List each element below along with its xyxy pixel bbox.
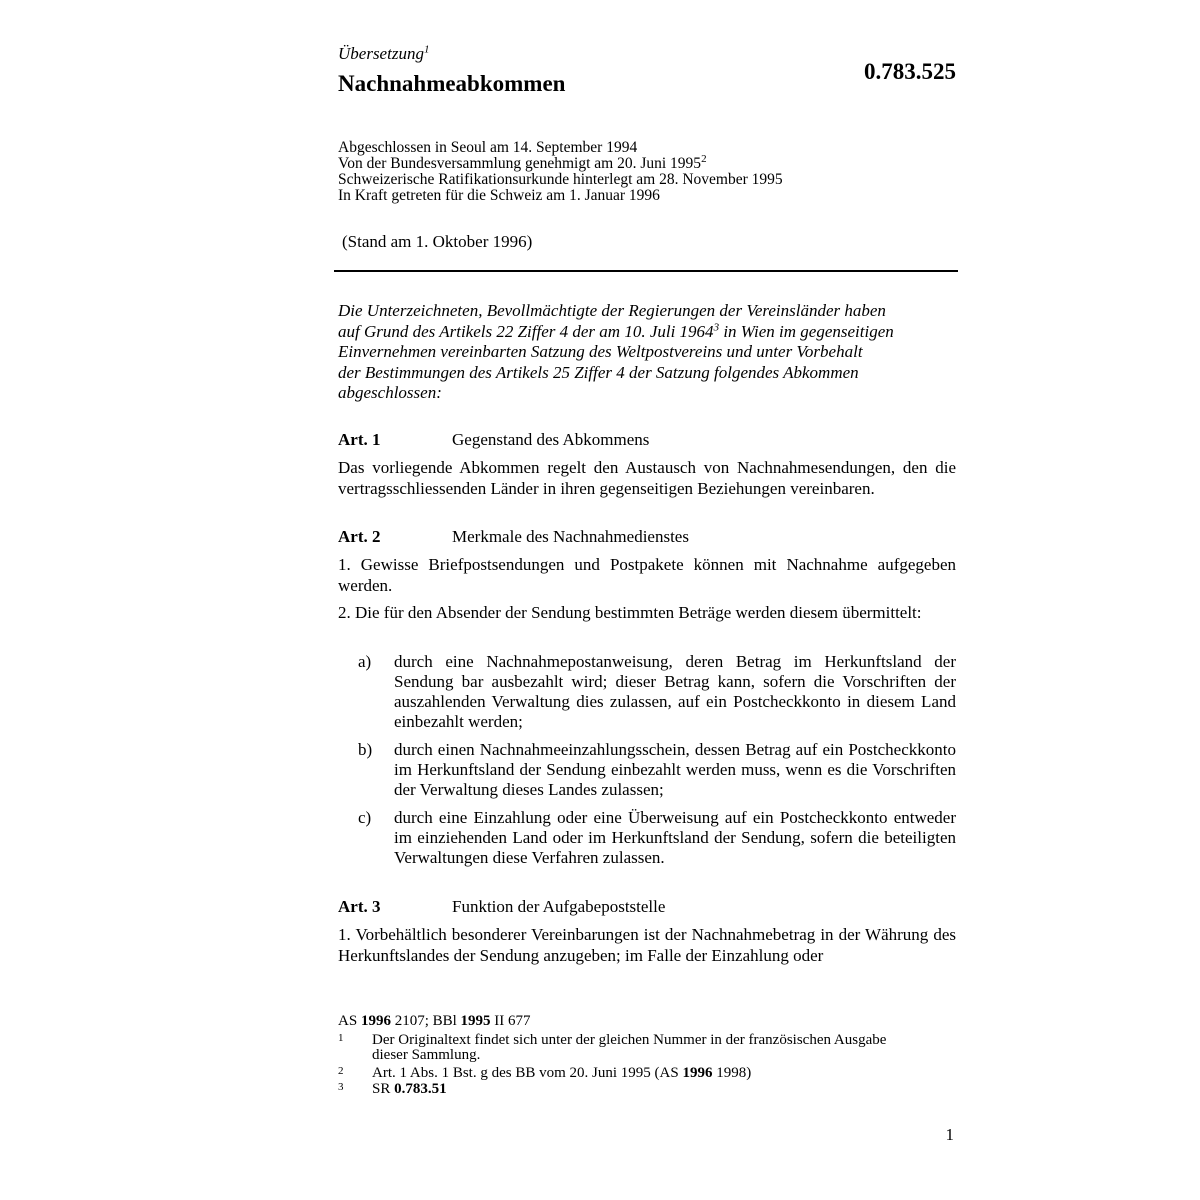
footnote-text-part: SR <box>372 1081 395 1097</box>
list-label: c) <box>358 808 372 827</box>
translation-label-text: Übersetzung <box>338 44 424 63</box>
preamble-text: in Wien im gegenseitigen <box>719 321 894 341</box>
footnote-marker: 1 <box>338 1032 344 1044</box>
article-1-heading <box>338 430 649 450</box>
article-3-paragraph-1: 1. Vorbehältlich besonderer Vereinbarungen ist der Nachnahmebetrag in der Währung des Herkunftslandes der Sendung anzugeben; im Falle der Einzahlung oder <box>338 925 956 965</box>
reference-text: 2107; BBl <box>390 1013 461 1029</box>
reference-year: 1995 <box>460 1013 491 1029</box>
article-title: Funktion der Aufgabepoststelle <box>452 897 666 916</box>
preamble-line: abgeschlossen: <box>338 383 442 402</box>
footnote-ref-1[interactable]: 1 <box>423 43 430 56</box>
footnote-text: Der Originaltext findet sich unter der gleichen Nummer in der französischen Ausgabe <box>372 1032 887 1048</box>
list-item-c <box>358 808 956 868</box>
footnote-text <box>372 1066 972 1082</box>
footnote-2 <box>338 1066 958 1082</box>
official-collection-reference <box>338 1013 531 1030</box>
in-force-line: In Kraft getreten für die Schweiz am 1. Januar 1996 <box>338 187 660 204</box>
list-label: a) <box>358 652 372 671</box>
approved-text: Von der Bundesversammlung genehmigt am 20. Juni 1995 <box>338 155 702 172</box>
article-number: Art. 1 <box>338 430 381 449</box>
footnote-marker: 2 <box>338 1065 344 1077</box>
footnote-ref-2[interactable]: 2 <box>701 152 707 165</box>
document-title: Nachnahmeabkommen <box>338 71 566 96</box>
list-item-b <box>358 740 956 800</box>
preamble-line: der Bestimmungen des Artikels 25 Ziffer 4 der Satzung folgendes Abkommen <box>338 362 859 382</box>
sr-number: 0.783.525 <box>864 59 956 84</box>
translation-label <box>338 44 429 64</box>
reference-text: AS <box>338 1013 361 1029</box>
footnote-text: dieser Sammlung. <box>372 1047 481 1063</box>
article-2-paragraph-2: 2. Die für den Absender der Sendung bestimmten Beträge werden diesem übermittelt: <box>338 603 922 622</box>
article-number: Art. 3 <box>338 897 381 916</box>
preamble-line: Einvernehmen vereinbarten Satzung des Weltpostvereins und unter Vorbehalt <box>338 342 863 361</box>
footnote-marker: 3 <box>338 1081 344 1093</box>
preamble-text: auf Grund des Artikels 22 Ziffer 4 der am 10. Juli 1964 <box>338 321 714 341</box>
preamble-line <box>338 322 958 343</box>
list-text: durch eine Nachnahmepostanweisung, deren Betrag im Herkunftsland der Sendung bar ausbezahlt wird; dieser Betrag kann, sofern die Vorschriften der auszahlenden Verwaltung dies zulassen, auf ein Postcheckkonto in diesem Land einbezahlt werden; <box>394 652 956 731</box>
footnote-3 <box>338 1082 958 1098</box>
article-1-text: Das vorliegende Abkommen regelt den Austausch von Nachnahmesendungen, den die vertragsschliessenden Länder in ihren gegenseitigen Beziehungen vereinbaren. <box>338 458 956 498</box>
footnote-text-part: Art. 1 Abs. 1 Bst. g des BB vom 20. Juni 1995 (AS <box>372 1065 683 1081</box>
approved-line <box>338 152 783 172</box>
article-2-heading <box>338 527 689 547</box>
preamble-line: Die Unterzeichneten, Bevollmächtigte der Regierungen der Vereinsländer haben <box>338 301 886 320</box>
page-number: 1 <box>945 1125 954 1144</box>
list-text: durch eine Einzahlung oder eine Überweisung auf ein Postcheckkonto entweder im einziehenden Land oder im Herkunftsland der Sendung, sofern die beteiligten Verwaltungen diese Verfahren zulassen. <box>394 808 956 867</box>
article-title: Gegenstand des Abkommens <box>452 430 650 449</box>
list-label: b) <box>358 740 373 759</box>
article-2-paragraph-1: 1. Gewisse Briefpostsendungen und Postpakete können mit Nachnahme aufgegeben werden. <box>338 555 956 595</box>
article-3-heading <box>338 897 665 917</box>
header-divider <box>334 270 958 272</box>
list-item-a <box>358 652 956 732</box>
article-title: Merkmale des Nachnahmedienstes <box>452 527 689 546</box>
reference-year: 1996 <box>360 1013 391 1029</box>
footnote-sr-number[interactable]: 0.783.51 <box>394 1081 447 1097</box>
footnote-1 <box>338 1033 958 1065</box>
list-text: durch einen Nachnahmeeinzahlungsschein, dessen Betrag auf ein Postcheckkonto im Herkunftsland der Sendung einbezahlt werden muss, wenn es die Vorschriften der Verwaltung dieses Landes zulassen; <box>394 740 956 799</box>
document-metadata <box>338 140 783 204</box>
concluded-line: Abgeschlossen in Seoul am 14. September 1994 <box>338 139 638 156</box>
footnote-year: 1996 <box>682 1065 713 1081</box>
preamble <box>338 301 958 404</box>
article-number: Art. 2 <box>338 527 381 546</box>
ratified-line: Schweizerische Ratifikationsurkunde hinterlegt am 28. November 1995 <box>338 171 783 188</box>
footnote-text <box>372 1082 972 1098</box>
status-date: (Stand am 1. Oktober 1996) <box>342 232 533 251</box>
footnote-ref-3[interactable]: 3 <box>713 320 720 333</box>
reference-text: II 677 <box>490 1013 531 1029</box>
footnote-text-part: 1998) <box>712 1065 752 1081</box>
